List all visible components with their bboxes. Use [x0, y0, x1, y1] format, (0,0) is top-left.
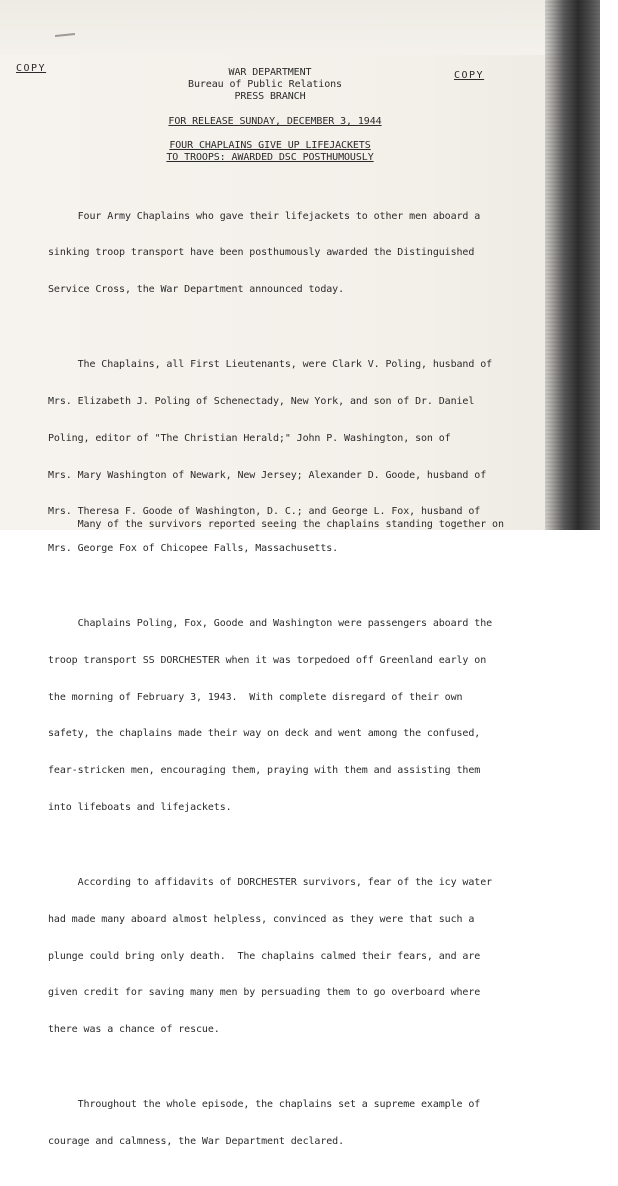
paragraph-2: [48, 334, 548, 580]
copy-mark-left: COPY: [16, 63, 47, 74]
body-line: Poling, editor of "The Christian Herald;" John P. Washington, son of: [48, 432, 451, 444]
body-line: Mrs. Elizabeth J. Poling of Schenectady, New York, and son of Dr. Daniel: [48, 395, 475, 407]
body-line: troop transport SS DORCHESTER when it was torpedoed off Greenland early on: [48, 654, 487, 666]
body-line: into lifeboats and lifejackets.: [48, 802, 232, 814]
body-line: Chaplains Poling, Fox, Goode and Washington were passengers aboard the: [48, 617, 493, 629]
body-line: Mrs. Theresa F. Goode of Washington, D. C.; and George L. Fox, husband of: [48, 506, 481, 518]
body-line: According to affidavits of DORCHESTER survivors, fear of the icy water: [48, 876, 493, 888]
body-line: had made many aboard almost helpless, convinced as they were that such a: [48, 913, 475, 925]
body-line: plunge could bring only death. The chaplains calmed their fears, and are: [48, 950, 481, 962]
body-line: Mrs. Mary Washington of Newark, New Jersey; Alexander D. Goode, husband of: [48, 469, 487, 481]
body-line: Throughout the whole episode, the chaplains set a supreme example of: [48, 1098, 481, 1110]
body-line: the morning of February 3, 1943. With complete disregard of their own: [48, 691, 463, 703]
document-body: [48, 186, 548, 1186]
cut-off-line: Many of the survivors reported seeing the chaplains standing together on: [48, 519, 504, 530]
paragraph-1: [48, 186, 548, 321]
branch-name: PRESS BRANCH: [234, 91, 306, 102]
body-line: Four Army Chaplains who gave their lifejackets to other men aboard a: [48, 210, 481, 222]
body-line: Service Cross, the War Department announced today.: [48, 284, 345, 296]
body-line: safety, the chaplains made their way on deck and went among the confused,: [48, 728, 481, 740]
body-line: courage and calmness, the War Department declared.: [48, 1135, 345, 1147]
paragraph-3: [48, 593, 548, 839]
body-line: Mrs. George Fox of Chicopee Falls, Massachusetts.: [48, 543, 339, 555]
paragraph-4: [48, 852, 548, 1061]
body-line: sinking troop transport have been posthumously awarded the Distinguished: [48, 247, 475, 259]
body-line: given credit for saving many men by persuading them to go overboard where: [48, 987, 481, 999]
bureau-name: Bureau of Public Relations: [188, 79, 342, 90]
paper-top-strip: [0, 0, 600, 55]
paragraph-5: [48, 1074, 548, 1172]
department-name: WAR DEPARTMENT: [228, 67, 312, 78]
photocopy-edge-shadow: [545, 0, 600, 530]
headline-line-1: FOUR CHAPLAINS GIVE UP LIFEJACKETS: [169, 140, 371, 151]
body-line: The Chaplains, all First Lieutenants, were Clark V. Poling, husband of: [48, 358, 493, 370]
headline-line-2: TO TROOPS: AWARDED DSC POSTHUMOUSLY: [166, 152, 374, 163]
body-line: fear-stricken men, encouraging them, praying with them and assisting them: [48, 765, 481, 777]
copy-mark-right: COPY: [454, 70, 485, 81]
release-date-line: FOR RELEASE SUNDAY, DECEMBER 3, 1944: [168, 116, 382, 127]
body-line: there was a chance of rescue.: [48, 1024, 220, 1036]
